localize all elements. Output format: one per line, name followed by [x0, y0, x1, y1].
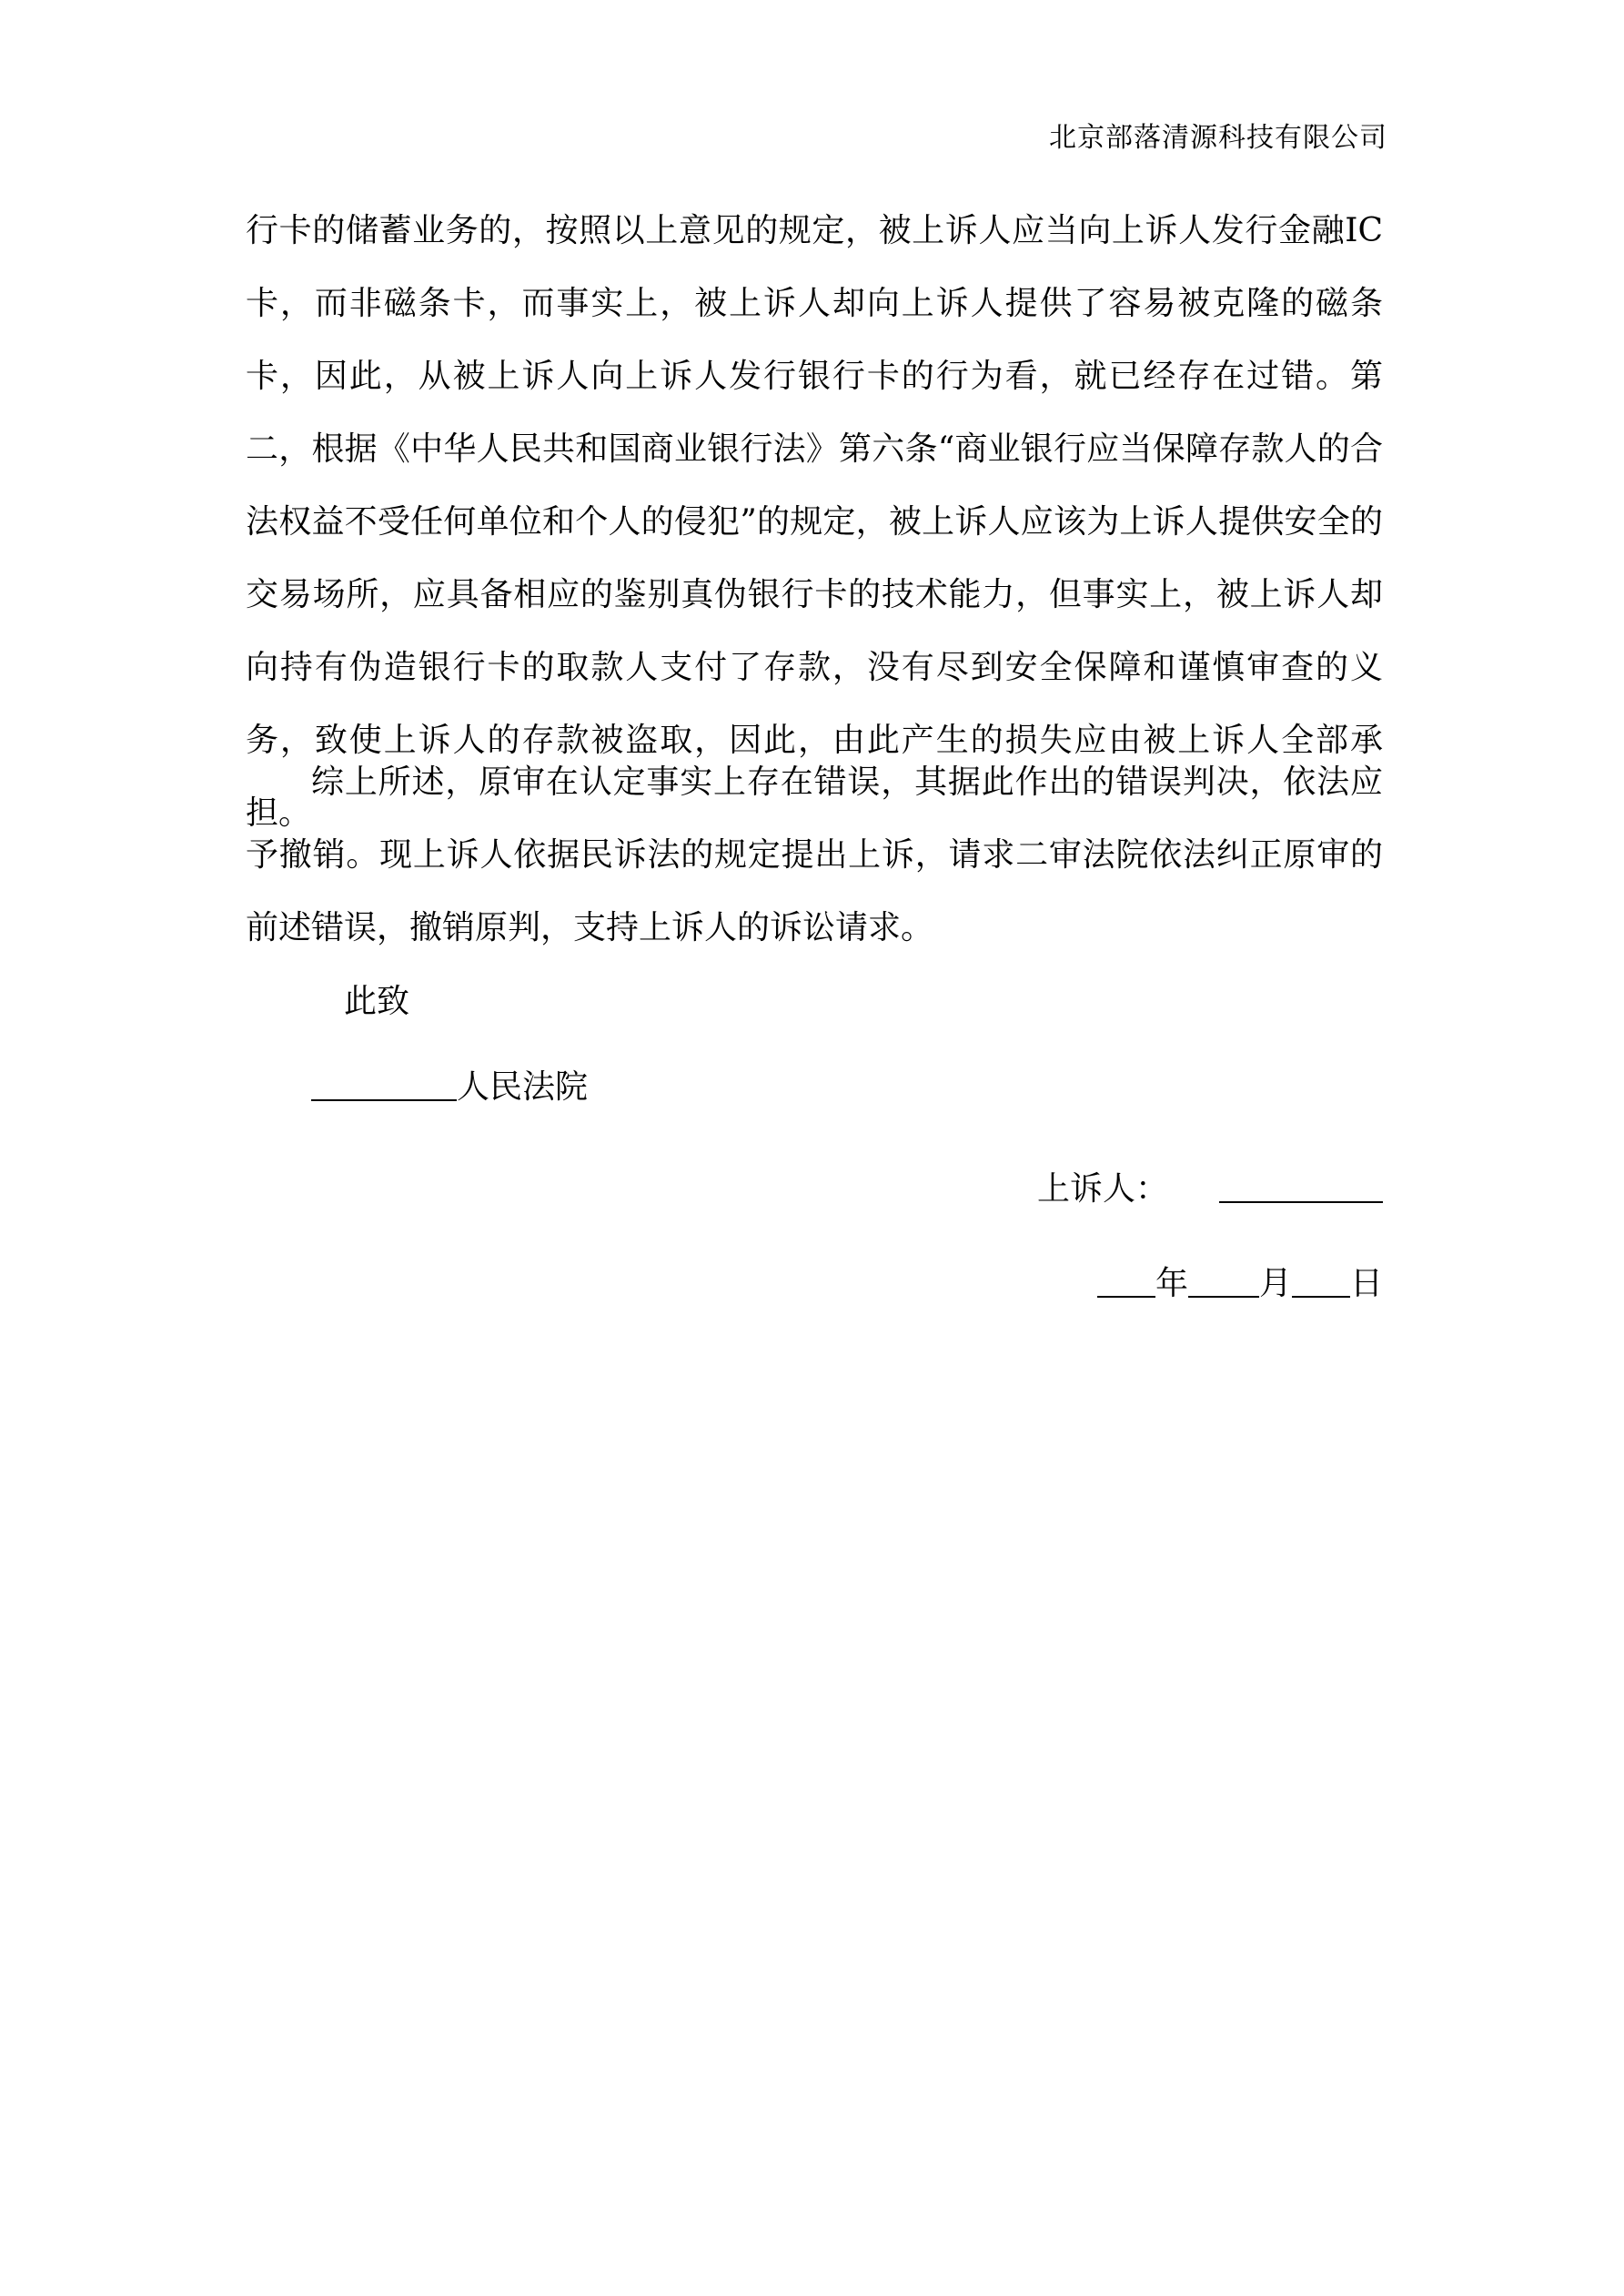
month-label: 月: [1258, 1265, 1292, 1302]
court-line: [311, 1061, 588, 1108]
court-name-blank: [311, 1067, 457, 1101]
company-header: 北京部落清源科技有限公司: [1049, 122, 1387, 154]
appellant-line: [1037, 1163, 1383, 1209]
day-label: 日: [1349, 1265, 1383, 1302]
body-paragraph-1: 行卡的储蓄业务的，按照以上意见的规定，被上诉人应当向上诉人发行金融IC卡，而非磁条卡，而事实上，被上诉人却向上诉人提供了容易被克隆的磁条卡，因此，从被上诉人向上诉人发行银行卡的行为看，就已经存在过错。第二，根据《中华人民共和国商业银行法》第六条“商业银行应当保障存款人的合法权益不受任何单位和个人的侵犯”的规定，被上诉人应该为上诉人提供安全的交易场所，应具备相应的鉴别真伪银行卡的技术能力，但事实上，被上诉人却向持有伪造银行卡的取款人支付了存款，没有尽到安全保障和谨慎审查的义务，致使上诉人的存款被盗取，因此，由此产生的损失应由被上诉人全部承担。: [246, 212, 1383, 832]
date-line: [1097, 1258, 1383, 1304]
month-blank: [1188, 1263, 1259, 1298]
body-paragraph-2: 综上所述，原审在认定事实上存在错误，其据此作出的错误判决，依法应予撤销。现上诉人依据民诉法的规定提出上诉，请求二审法院依法纠正原审的前述错误，撤销原判，支持上诉人的诉讼请求。: [246, 764, 1383, 946]
year-label: 年: [1155, 1265, 1188, 1302]
appellant-label: 上诉人：: [1036, 1170, 1168, 1208]
day-blank: [1292, 1263, 1350, 1298]
appellant-signature-blank: [1219, 1168, 1383, 1203]
court-suffix: 人民法院: [457, 1068, 589, 1106]
salutation: 此致: [344, 983, 410, 1020]
year-blank: [1097, 1263, 1155, 1298]
